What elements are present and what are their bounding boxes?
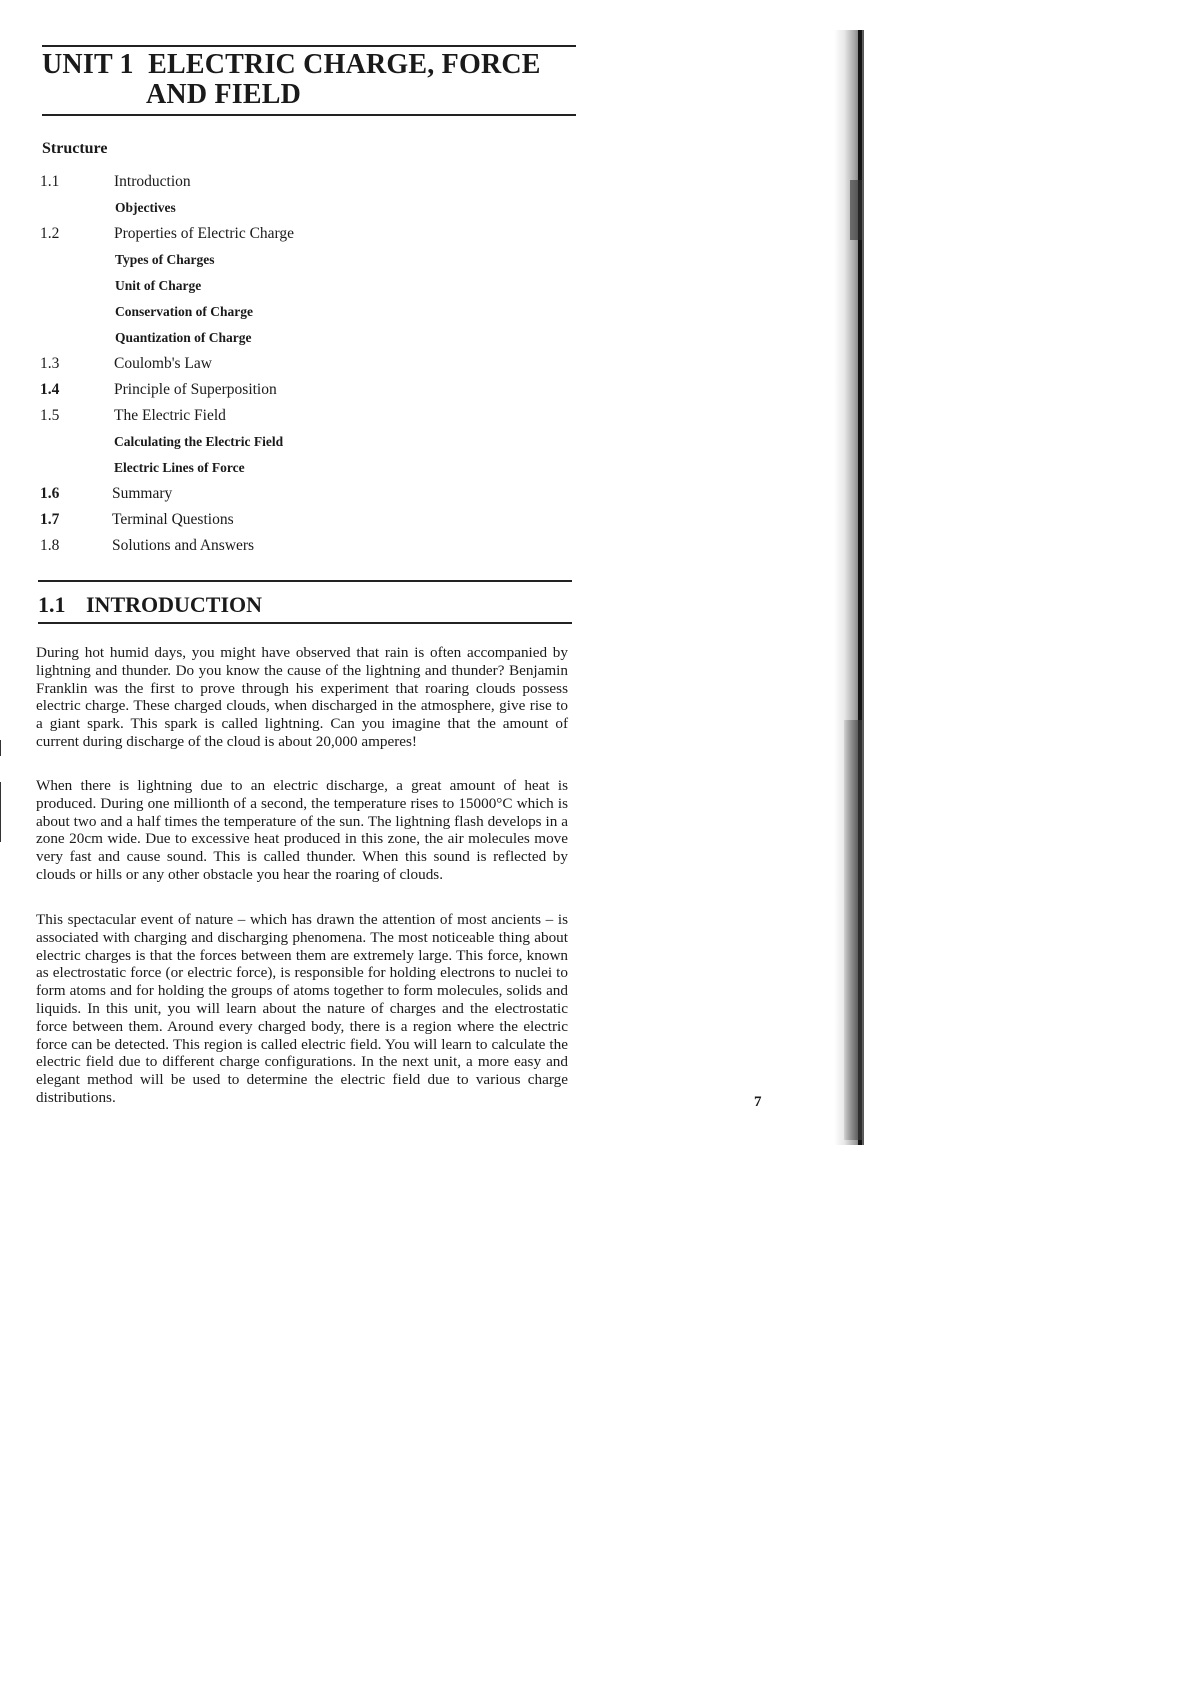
title-bottom-rule	[42, 114, 576, 116]
toc-item-label: Principle of Superposition	[114, 381, 277, 398]
toc-item-number: 1.2	[40, 225, 60, 242]
toc-item-number: 1.8	[40, 537, 60, 554]
toc-subitem-label: Calculating the Electric Field	[114, 434, 284, 449]
paragraph-3: This spectacular event of nature – which has drawn the attention of most ancients – is associated with charging and discharging phenomena. The most noticeable thing about electric charges is that the forces between them are extremely large. This force, known as electrostatic force (or electric force), is responsible for holding electrons to nuclei to form atoms and for holding the groups of atoms together to form molecules, solids and liquids. In this unit, you will learn about the nature of charges and the electrostatic force between them. Around every charged body, there is a region where the electric force can be detected. This region is called electric field. You will learn to calculate the electric field due to different charge configurations. In the next unit, a more easy and elegant method will be used to determine the electric field due to various charge distributions.	[36, 911, 568, 1106]
toc-item-number: 1.7	[40, 511, 60, 528]
paragraph-2: When there is lightning due to an electric discharge, a great amount of heat is produced. During one millionth of a second, the temperature rises to 15000°C which is about two and a half times the temperature of the sun. The lightning flash develops in a zone 20cm wide. Due to excessive heat produced in this zone, the air molecules move very fast and cause sound. This is called thunder. When this sound is reflected by clouds or hills or any other obstacle you hear the roaring of clouds.	[36, 777, 568, 883]
page-number: 7	[754, 1094, 762, 1110]
toc-subitem-label: Objectives	[115, 200, 176, 215]
toc-subitem-label: Quantization of Charge	[115, 330, 252, 345]
structure-list	[40, 172, 540, 552]
toc-item-label: Summary	[112, 485, 173, 502]
toc-item-label: Coulomb's Law	[114, 355, 212, 372]
toc-subitem-label: Unit of Charge	[115, 278, 202, 293]
binding-spine-mid-dark	[850, 180, 862, 240]
unit-title-line-2: AND FIELD	[146, 79, 302, 110]
toc-subitem-label: Types of Charges	[115, 252, 215, 267]
title-top-rule	[42, 45, 576, 47]
section-top-rule	[38, 580, 572, 582]
toc-item-number: 1.4	[40, 381, 60, 398]
toc-item-number: 1.3	[40, 355, 60, 372]
toc-item-label: Introduction	[114, 173, 191, 190]
toc-subitem-label: Electric Lines of Force	[114, 460, 245, 475]
toc-item-label: Properties of Electric Charge	[114, 225, 295, 242]
toc-item-number: 1.6	[40, 485, 60, 502]
section-title: INTRODUCTION	[86, 592, 263, 617]
section-bottom-rule	[38, 622, 572, 624]
toc-item-label: The Electric Field	[114, 407, 226, 424]
structure-heading: Structure	[42, 140, 108, 157]
toc-item-number: 1.5	[40, 407, 60, 424]
paragraph-1: During hot humid days, you might have observed that rain is often accompanied by lightning and thunder. Do you know the cause of the lightning and thunder? Benjamin Franklin was the first to prove through his experiment that roaring clouds possess electric charge. These charged clouds, when discharged in the atmosphere, give rise to a giant spark. This spark is called lightning. Can you imagine that the amount of current during discharge of the cloud is about 20,000 amperes!	[36, 644, 568, 750]
toc-item-label: Terminal Questions	[112, 511, 234, 528]
section-number: 1.1	[38, 592, 66, 617]
toc-item-number: 1.1	[40, 173, 60, 190]
toc-item-label: Solutions and Answers	[112, 537, 255, 554]
binding-spine-lower-dark	[844, 720, 862, 1140]
section-heading	[38, 592, 262, 618]
left-margin-tick	[0, 782, 1, 842]
unit-title-line-1: UNIT 1 ELECTRIC CHARGE, FORCE	[42, 49, 541, 80]
left-margin-tick	[0, 740, 1, 756]
toc-subitem-label: Conservation of Charge	[115, 304, 253, 319]
